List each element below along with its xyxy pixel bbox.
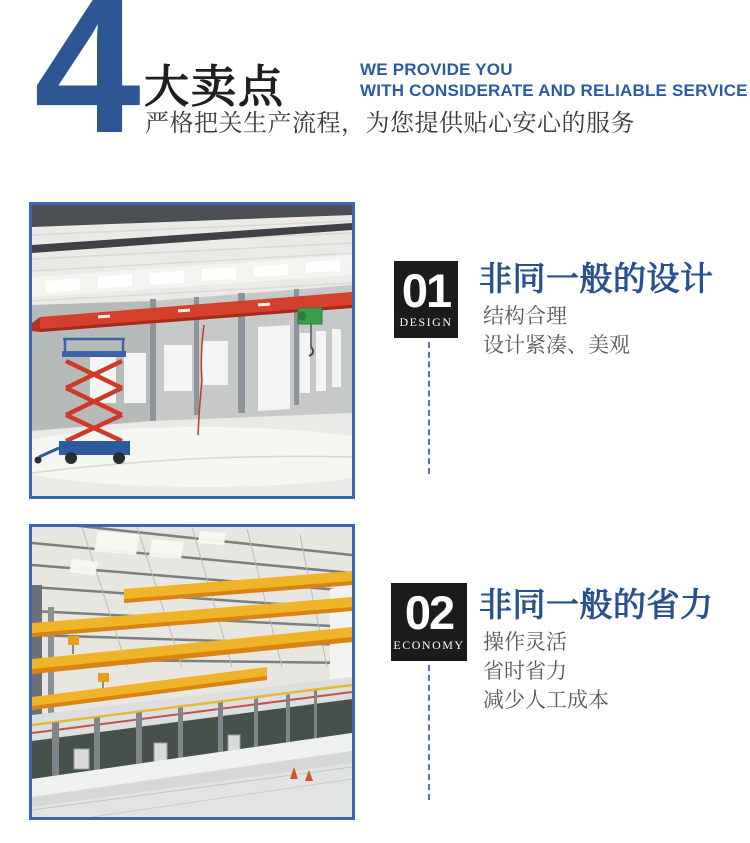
badge-number: 01 bbox=[401, 263, 451, 317]
tagline-line2: WITH CONSIDERATE AND RELIABLE SERVICE bbox=[360, 81, 748, 100]
big-number-4: 4 bbox=[34, 0, 135, 173]
badge-label: DESIGN bbox=[399, 315, 453, 330]
dashed-connector-1 bbox=[428, 342, 430, 474]
section1-line1: 结构合理 bbox=[483, 305, 567, 328]
tagline-line1: WE PROVIDE YOU bbox=[360, 60, 513, 79]
section2-line3: 减少人工成本 bbox=[483, 689, 609, 712]
section1-body bbox=[483, 302, 630, 360]
yellow-cranes-photo-illustration bbox=[32, 527, 352, 817]
dashed-connector-2 bbox=[428, 665, 430, 800]
page-title: 大卖点 bbox=[144, 61, 286, 112]
section1-heading: 非同一般的设计 bbox=[479, 262, 714, 298]
page-subtitle: 严格把关生产流程，为您提供贴心安心的服务 bbox=[145, 110, 635, 137]
photo-yellow-cranes-warehouse bbox=[29, 524, 355, 820]
section2-body bbox=[483, 628, 609, 715]
badge-number: 02 bbox=[404, 586, 454, 640]
section1-line2: 设计紧凑、美观 bbox=[483, 334, 630, 357]
section2-line1: 操作灵活 bbox=[483, 631, 567, 654]
section2-heading: 非同一般的省力 bbox=[479, 588, 714, 624]
red-crane-photo-illustration bbox=[32, 205, 352, 496]
badge-label: ECONOMY bbox=[393, 637, 465, 652]
section2-line2: 省时省力 bbox=[483, 660, 567, 683]
photo-red-crane-workshop bbox=[29, 202, 355, 499]
tagline bbox=[360, 59, 748, 101]
number-badge-01 bbox=[394, 261, 458, 338]
number-badge-02 bbox=[391, 583, 467, 661]
